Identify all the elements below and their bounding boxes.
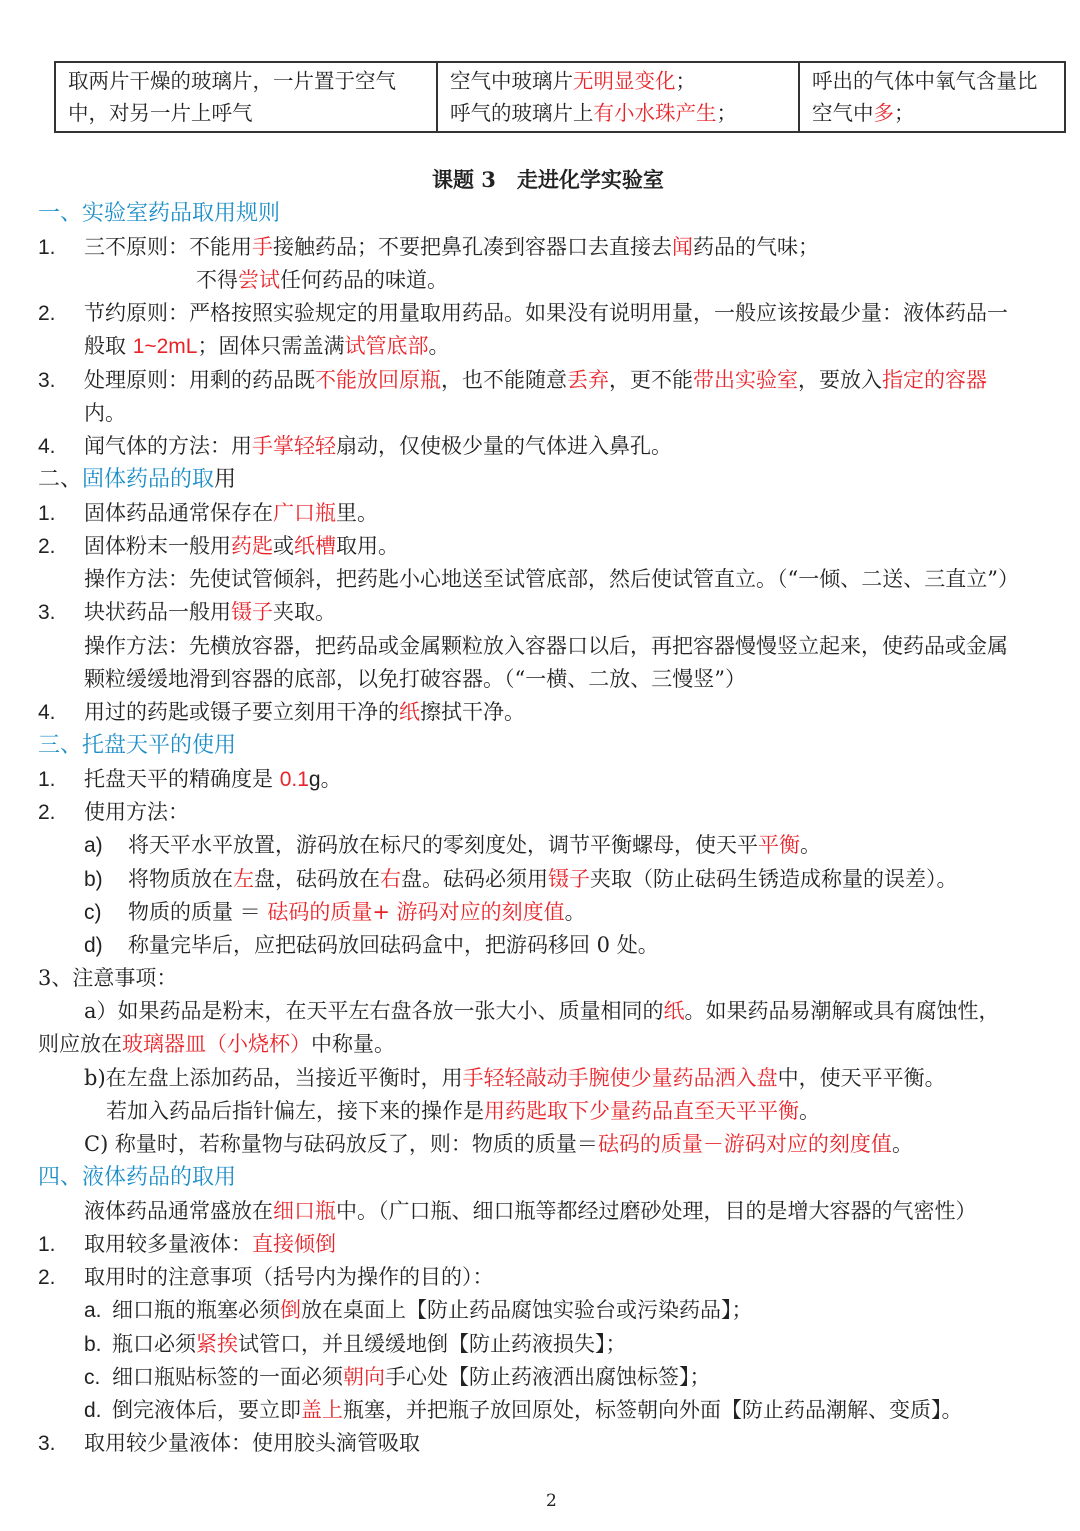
section-heading: 三、托盘天平的使用 [38,733,237,758]
item-number: 1. [38,502,56,525]
balance-a: 将天平水平放置，游码放在标尺的零刻度处，调节平衡螺母，使天平平衡。 [128,833,821,857]
liquid-2: 取用时的注意事项（括号内为操作的目的）： [84,1265,494,1289]
liquid-intro: 液体药品通常盛放在细口瓶中。（广口瓶、细口瓶等都经过磨砂处理，目的是增大容器的气密性） [84,1199,977,1223]
item-number: 1. [38,768,56,791]
solid-3-op1: 操作方法：先横放容器，把药品或金属颗粒放入容器口以后，再把容器慢慢竖立起来，使药品或金属 [84,634,1008,658]
solid-3: 块状药品一般用镊子夹取。 [84,600,336,624]
rule-1: 三不原则：不能用手接触药品；不要把鼻孔凑到容器口去直接去闻药品的气味； [84,235,819,259]
item-number: c. [84,1366,101,1389]
item-number: 4. [38,701,56,724]
note-a-1: a）如果药品是粉末，在天平左右盘各放一张大小、质量相同的纸。如果药品易潮解或具有腐蚀性， [84,999,1000,1023]
liquid-c: 细口瓶贴标签的一面必须朝向手心处【防止药液洒出腐蚀标签】； [112,1365,711,1389]
item-number: 3. [38,369,56,392]
item-number: b. [84,1333,102,1356]
item-number: 3. [38,1432,56,1455]
table-cell-conclusion [799,62,1065,132]
balance-1: 托盘天平的精确度是 0.1g。 [84,767,342,791]
note-a-2: 则应放在玻璃器皿（小烧杯）中称量。 [38,1032,395,1056]
section-heading: 一、实验室药品取用规则 [38,201,281,226]
liquid-1: 取用较多量液体：直接倾倒 [84,1232,336,1256]
item-number: 1. [38,1233,56,1256]
rule-1-cont: 不得尝试任何药品的味道。 [196,268,448,292]
solid-2: 固体粉末一般用药匙或纸槽取用。 [84,534,399,558]
item-number: a) [84,834,103,857]
cell-text: 呼气的玻璃片上有小水珠产生； [450,101,737,125]
item-number: 3. [38,601,56,624]
note-b-2: 若加入药品后指针偏左，接下来的操作是用药匙取下少量药品直至天平平衡。 [106,1099,820,1123]
item-number: d. [84,1399,102,1422]
page-number: 2 [546,1491,557,1511]
note-c: C) 称量时，若称量物与砝码放反了，则：物质的质量＝砝码的质量－游码对应的刻度值。 [84,1132,913,1156]
item-number: 2. [38,302,56,325]
rule-4: 闻气体的方法：用手掌轻轻扇动，仅使极少量的气体进入鼻孔。 [84,434,672,458]
solid-1: 固体药品通常保存在广口瓶里。 [84,501,378,525]
item-number: a. [84,1299,102,1322]
table-cell-method [55,62,437,132]
cell-text: 取两片干燥的玻璃片，一片置于空气 [68,69,396,93]
cell-text: 空气中玻璃片无明显变化； [450,69,696,93]
liquid-3: 取用较少量液体：使用胶头滴管吸取 [84,1431,420,1455]
item-number: 2. [38,1266,56,1289]
observation-table [54,61,1066,133]
liquid-a: 细口瓶的瓶塞必须倒放在桌面上【防止药品腐蚀实验台或污染药品】； [112,1298,753,1322]
liquid-d: 倒完液体后，要立即盖上瓶塞，并把瓶子放回原处，标签朝向外面【防止药品潮解、变质】。 [112,1398,963,1422]
solid-2-op: 操作方法：先使试管倾斜，把药匙小心地送至试管底部，然后使试管直立。（“一倾、二送、三直立”） [84,567,1019,591]
page-title: 课题 3 走进化学实验室 [432,167,664,192]
balance-c: 物质的质量 ＝ 砝码的质量+ 游码对应的刻度值。 [128,900,586,924]
item-number: 2. [38,535,56,558]
rule-2: 节约原则：严格按照实验规定的用量取用药品。如果没有说明用量，一般应该按最少量：液体药品一 [84,301,1008,325]
rule-3-cont: 内。 [84,401,126,425]
liquid-b: 瓶口必须紧挨试管口，并且缓缓地倒【防止药液损失】； [112,1332,627,1356]
balance-d: 称量完毕后，应把砝码放回砝码盒中，把游码移回 0 处。 [128,933,659,957]
notes-heading: 3、注意事项： [38,966,178,990]
balance-b: 将物质放在左盘，砝码放在右盘。砝码必须用镊子夹取（防止砝码生锈造成称量的误差）。 [128,867,958,891]
item-number: 2. [38,801,56,824]
solid-4: 用过的药匙或镊子要立刻用干净的纸擦拭干净。 [84,700,525,724]
item-number: 4. [38,435,56,458]
solid-3-op2: 颗粒缓缓地滑到容器的底部，以免打破容器。（“一横、二放、三慢竖”） [84,667,746,691]
item-number: 1. [38,236,56,259]
table-cell-phenomenon [437,62,799,132]
table-row [55,62,1065,132]
cell-text: 空气中多； [812,101,915,125]
section-heading: 二、固体药品的取用 [38,467,237,492]
rule-3: 处理原则：用剩的药品既不能放回原瓶，也不能随意丢弃，更不能带出实验室，要放入指定的容器 [84,368,987,392]
item-number: d) [84,934,103,957]
cell-text: 中，对另一片上呼气 [68,101,253,125]
note-b-1: b)在左盘上添加药品，当接近平衡时，用手轻轻敲动手腕使少量药品洒入盘中，使天平平衡。 [84,1066,946,1090]
section-heading: 四、液体药品的取用 [38,1165,237,1190]
cell-text: 呼出的气体中氧气含量比 [812,69,1038,93]
item-number: c) [84,901,102,924]
item-number: b) [84,868,103,891]
balance-2: 使用方法： [84,800,189,824]
rule-2-cont: 般取 1~2mL；固体只需盖满试管底部。 [84,334,450,358]
